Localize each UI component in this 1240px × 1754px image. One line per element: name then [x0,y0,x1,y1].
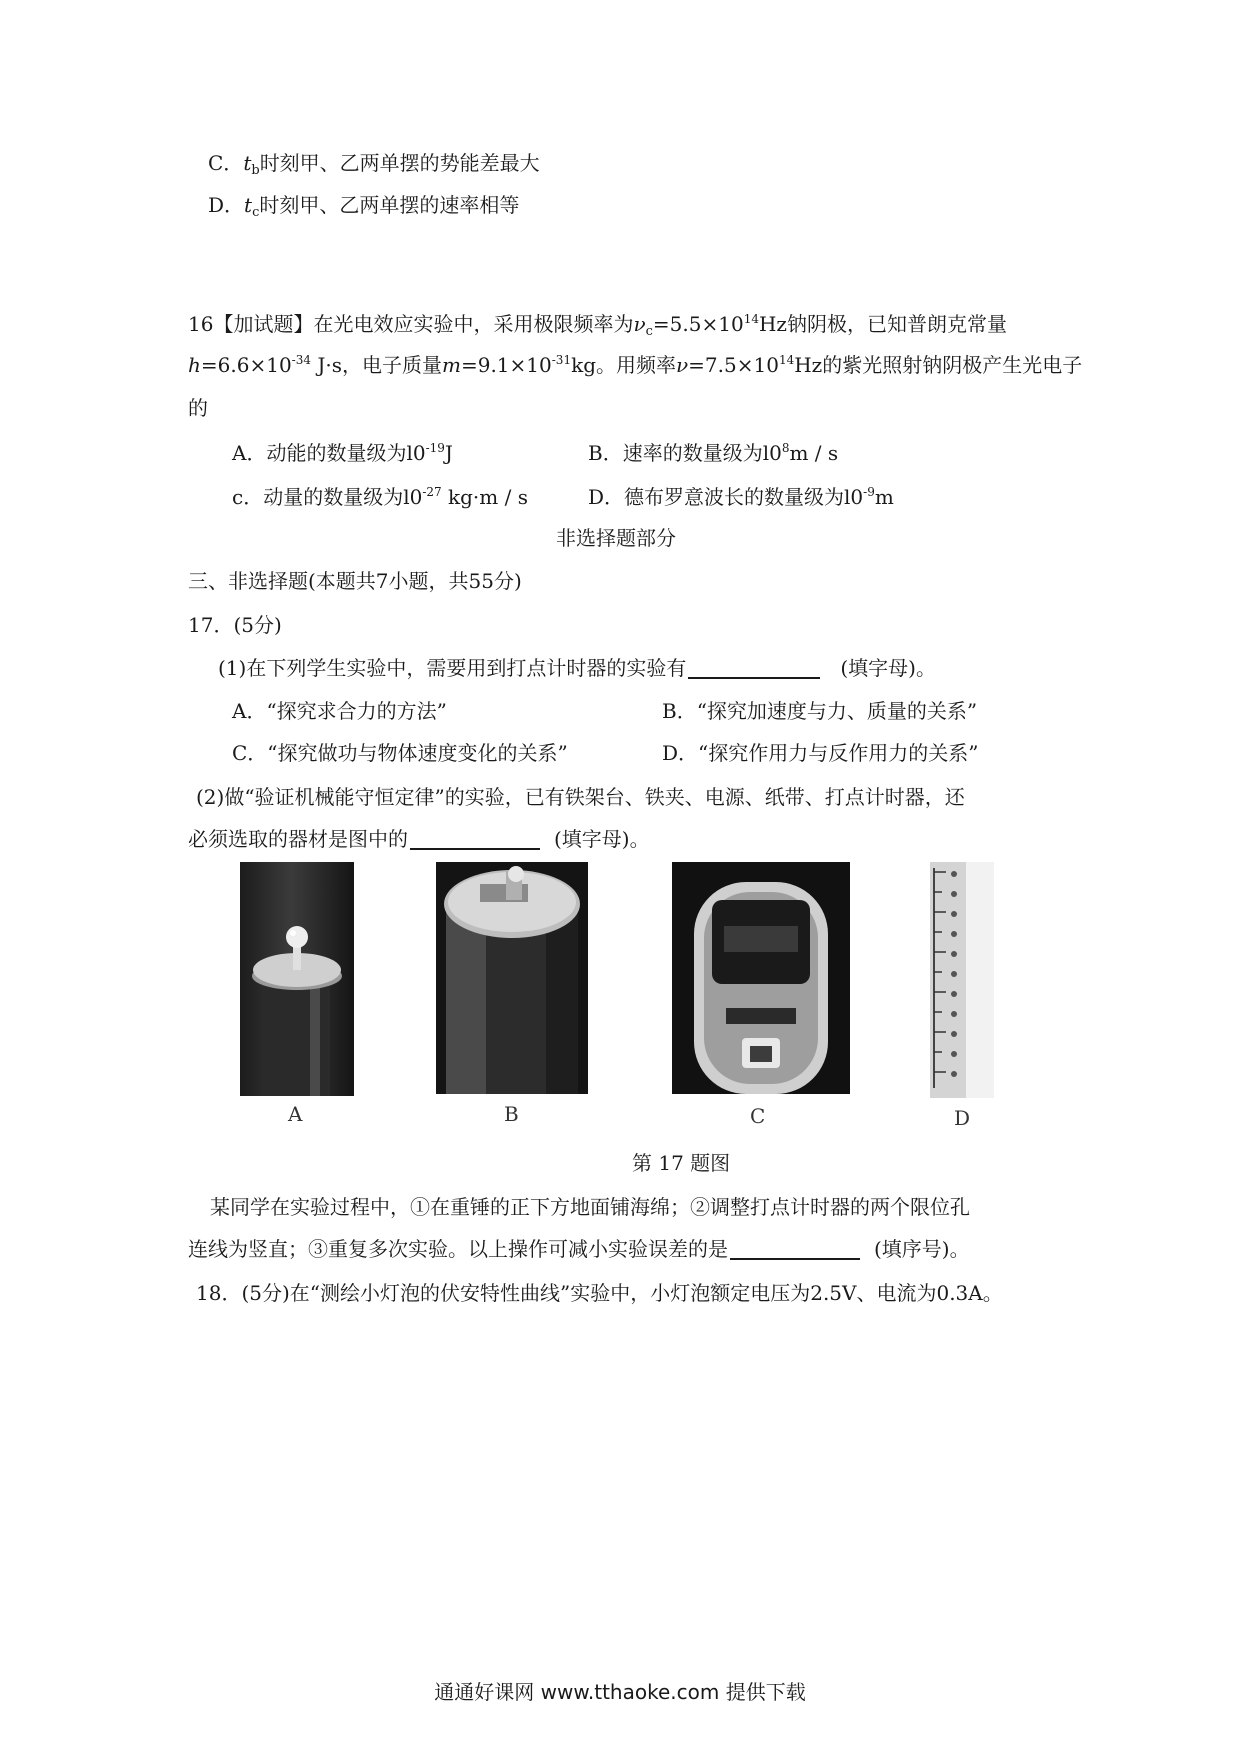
figure-photo-a [240,862,354,1096]
q17-option-d: D．“探究作用力与反作用力的关系” [662,741,979,765]
q18-stem: 18．(5分)在“测绘小灯泡的伏安特性曲线”实验中，小灯泡额定电压为2.5V、电流为0.3A。 [196,1281,1003,1305]
figure-label-c: C [750,1104,766,1128]
figure-photo-b [436,862,588,1094]
q16-stem-line1: 16【加试题】在光电效应实验中，采用极限频率为$\nu_c=5.5\times 10^{14}Hz$钠阴极，已知普朗克常量 [188,312,1007,339]
q16-option-a: A．动能的数量级为$l0^{-19}J$ [232,441,453,465]
footer-source: 通通好课网 www.tthaoke.com 提供下载 [434,1680,806,1704]
q17-sub2-line2: 必须选取的器材是图中的 (填字母)。 [188,827,650,851]
q17-sub1: (1)在下列学生实验中，需要用到打点计时器的实验有 (填字母)。 [218,656,936,680]
figure-label-a: A [288,1102,303,1126]
q16-option-b: B．速率的数量级为$l0^8m$ / s [588,441,839,465]
q16-stem-line2: $h=6.6\times 10^{-34}$ J·s，电子质量$m=9.1\times 10^{-31}kg$。用频率$\nu=7.5\times 10^{14}Hz$的紫光照射钠阴极产生光电子 [188,353,1083,377]
q17-option-c: C．“探究做功与物体速度变化的关系” [232,741,568,765]
q15-option-d: D．$t_c$时刻甲、乙两单摆的速率相等 [208,193,520,220]
figure-label-b: B [504,1102,519,1126]
part-title: 非选择题部分 [556,526,676,550]
answer-blank-2[interactable] [410,828,540,850]
q17-option-b: B．“探究加速度与力、质量的关系” [662,699,978,723]
q17-para-line1: 某同学在实验过程中，①在重锤的正下方地面铺海绵；②调整打点计时器的两个限位孔 [210,1195,970,1219]
section-heading: 三、非选择题(本题共7小题，共55分) [188,569,522,593]
q16-stem-line3: 的 [188,396,208,420]
answer-blank-3[interactable] [730,1238,860,1260]
q17-number: 17．(5分) [188,613,282,637]
q17-para-line2: 连线为竖直；③重复多次实验。以上操作可减小实验误差的是 (填序号)。 [188,1237,970,1261]
figure-label-d: D [954,1106,971,1130]
answer-blank-1[interactable] [688,657,820,679]
q17-sub2-line1: (2)做“验证机械能守恒定律”的实验，已有铁架台、铁夹、电源、纸带、打点计时器，还 [196,785,965,809]
q17-option-a: A．“探究求合力的方法” [232,699,447,723]
q16-option-c: c．动量的数量级为$l0^{-27}$ kg·m / s [232,485,528,509]
figure-caption: 第 17 题图 [632,1151,731,1175]
q16-option-d: D．德布罗意波长的数量级为$l0^{-9}m$ [588,485,894,509]
figure-photo-d [930,862,994,1098]
figure-photo-c [672,862,850,1094]
q15-option-c: C．$t_b$时刻甲、乙两单摆的势能差最大 [208,151,540,178]
